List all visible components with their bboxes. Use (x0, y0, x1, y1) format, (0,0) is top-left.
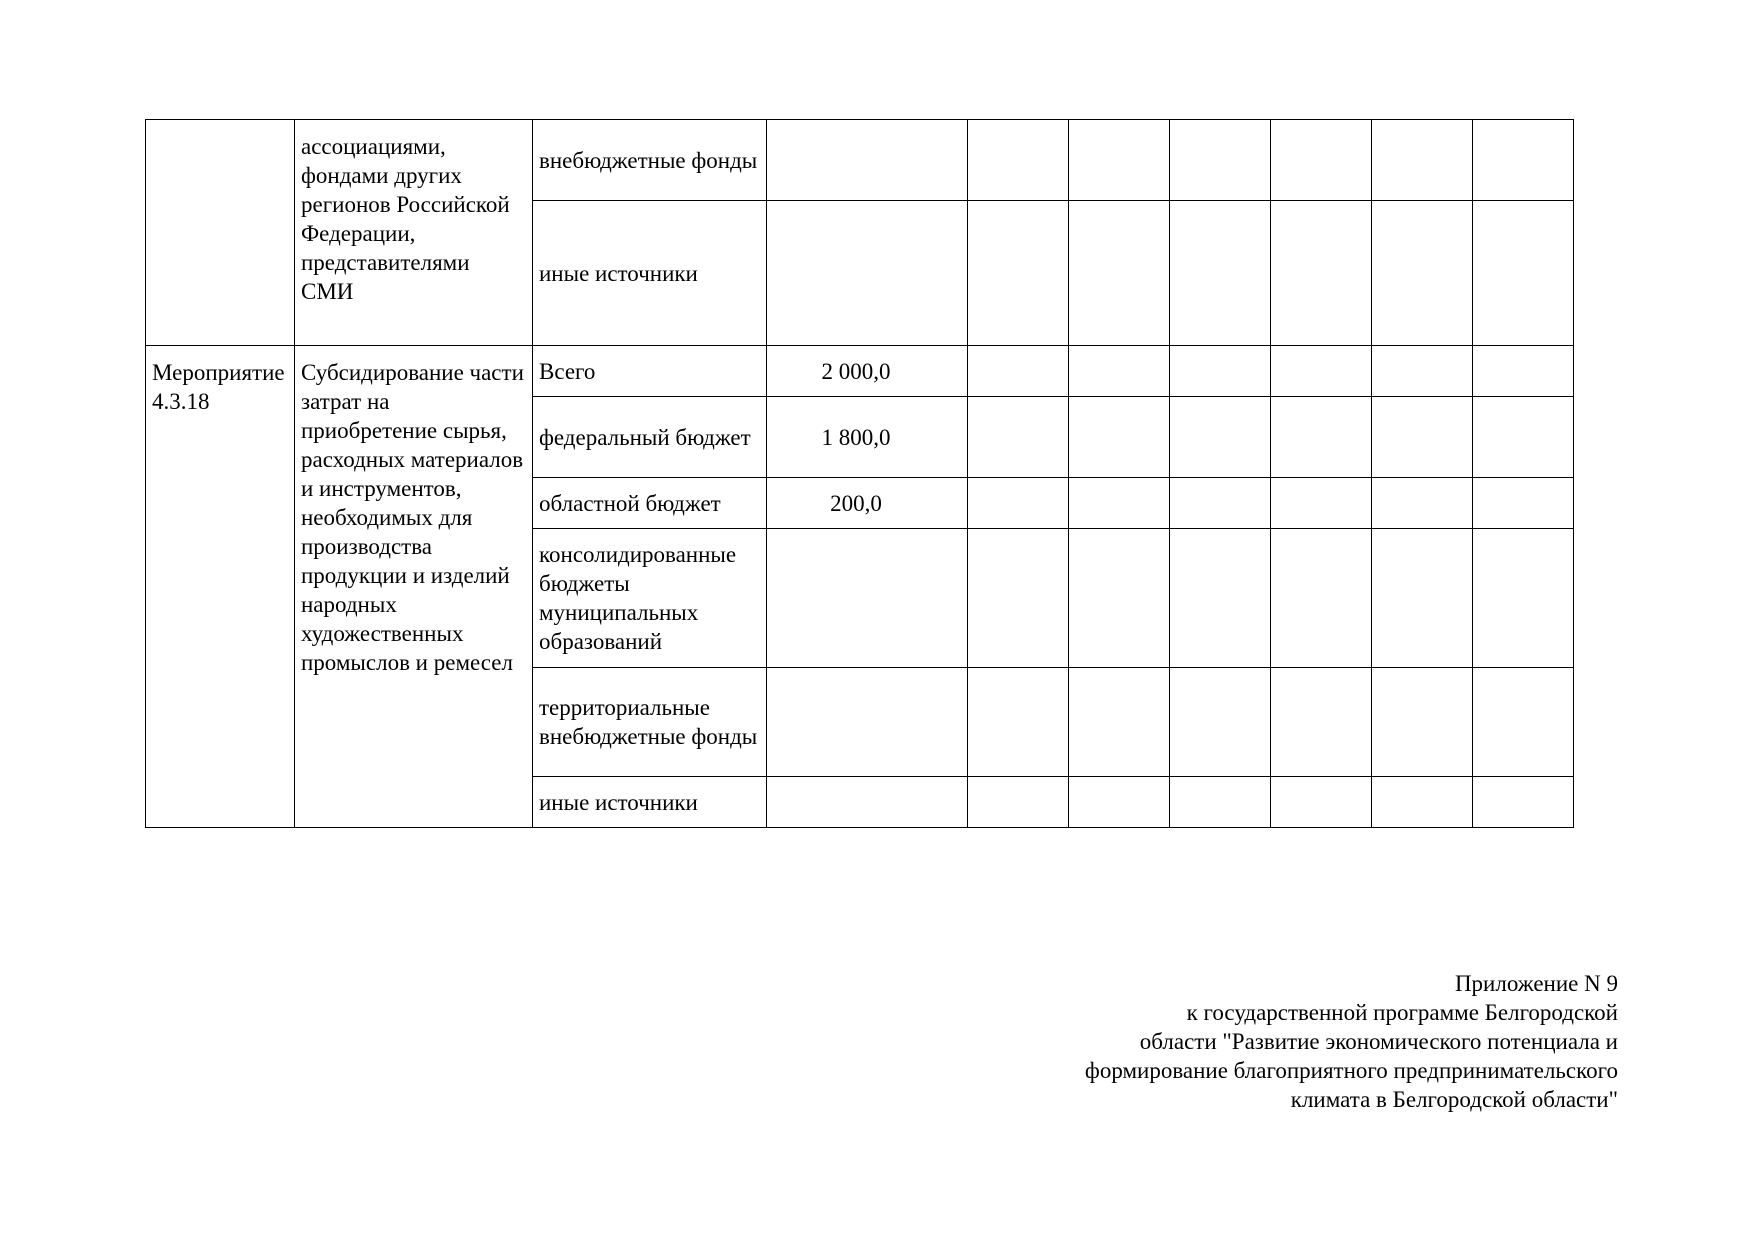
empty-cell (1069, 529, 1170, 668)
empty-cell (1170, 777, 1271, 828)
amount-cell (767, 201, 968, 346)
empty-cell (1372, 777, 1473, 828)
activity-name-cell: Субсидирование части затрат на приобретение сырья, расходных материалов и инструментов, необходимых для производства продукции и изделий народных художественных промыслов и ремесел (295, 346, 533, 828)
financing-table (145, 119, 1574, 828)
empty-cell (1372, 397, 1473, 478)
funding-source-cell: Всего (533, 346, 767, 397)
empty-cell (1170, 201, 1271, 346)
empty-cell (1473, 668, 1574, 777)
funding-source-cell: иные источники (533, 777, 767, 828)
empty-cell (1271, 201, 1372, 346)
amount-cell: 200,0 (767, 478, 968, 529)
appendix-heading (1085, 969, 1618, 1114)
empty-cell (1170, 120, 1271, 201)
empty-cell (1069, 668, 1170, 777)
empty-cell (1271, 777, 1372, 828)
empty-cell (1473, 529, 1574, 668)
empty-cell (1473, 478, 1574, 529)
appendix-line: климата в Белгородской области" (1290, 1087, 1618, 1112)
empty-cell (1473, 120, 1574, 201)
appendix-line: формирование благоприятного предпринимательского (1084, 1058, 1618, 1083)
empty-cell (1372, 529, 1473, 668)
empty-cell (1271, 397, 1372, 478)
empty-cell (1473, 397, 1574, 478)
funding-source-cell: консолидированные бюджеты муниципальных образований (533, 529, 767, 668)
empty-cell (1473, 201, 1574, 346)
funding-source-cell: областной бюджет (533, 478, 767, 529)
empty-cell (968, 346, 1069, 397)
empty-cell (1170, 397, 1271, 478)
empty-cell (1271, 668, 1372, 777)
empty-cell (1372, 201, 1473, 346)
empty-cell (968, 120, 1069, 201)
empty-cell (968, 529, 1069, 668)
empty-cell (1473, 777, 1574, 828)
empty-cell (1372, 478, 1473, 529)
funding-source-cell: федеральный бюджет (533, 397, 767, 478)
amount-cell (767, 777, 968, 828)
empty-cell (968, 668, 1069, 777)
amount-cell (767, 529, 968, 668)
amount-cell (767, 120, 968, 201)
table-row (146, 346, 1574, 397)
empty-cell (1271, 478, 1372, 529)
activity-id-cell (146, 120, 295, 346)
empty-cell (1271, 346, 1372, 397)
amount-cell (767, 668, 968, 777)
appendix-line: к государственной программе Белгородской (1186, 1000, 1618, 1025)
amount-cell: 2 000,0 (767, 346, 968, 397)
empty-cell (1069, 777, 1170, 828)
empty-cell (1170, 346, 1271, 397)
activity-id-cell: Мероприятие 4.3.18 (146, 346, 295, 828)
appendix-line: области "Развитие экономического потенциала и (1139, 1029, 1618, 1054)
empty-cell (968, 397, 1069, 478)
empty-cell (968, 777, 1069, 828)
empty-cell (968, 478, 1069, 529)
empty-cell (1069, 346, 1170, 397)
table-row (146, 120, 1574, 201)
empty-cell (1069, 478, 1170, 529)
funding-source-cell: внебюджетные фонды (533, 120, 767, 201)
funding-source-cell: территориальные внебюджетные фонды (533, 668, 767, 777)
funding-source-cell: иные источники (533, 201, 767, 346)
empty-cell (968, 201, 1069, 346)
amount-cell: 1 800,0 (767, 397, 968, 478)
empty-cell (1069, 201, 1170, 346)
appendix-title: Приложение N 9 (1454, 971, 1618, 996)
empty-cell (1069, 120, 1170, 201)
empty-cell (1170, 668, 1271, 777)
activity-name-cell: ассоциациями, фондами других регионов Российской Федерации, представителями СМИ (295, 120, 533, 346)
empty-cell (1372, 346, 1473, 397)
empty-cell (1170, 478, 1271, 529)
empty-cell (1170, 529, 1271, 668)
empty-cell (1372, 668, 1473, 777)
empty-cell (1473, 346, 1574, 397)
empty-cell (1069, 397, 1170, 478)
empty-cell (1271, 529, 1372, 668)
empty-cell (1271, 120, 1372, 201)
empty-cell (1372, 120, 1473, 201)
